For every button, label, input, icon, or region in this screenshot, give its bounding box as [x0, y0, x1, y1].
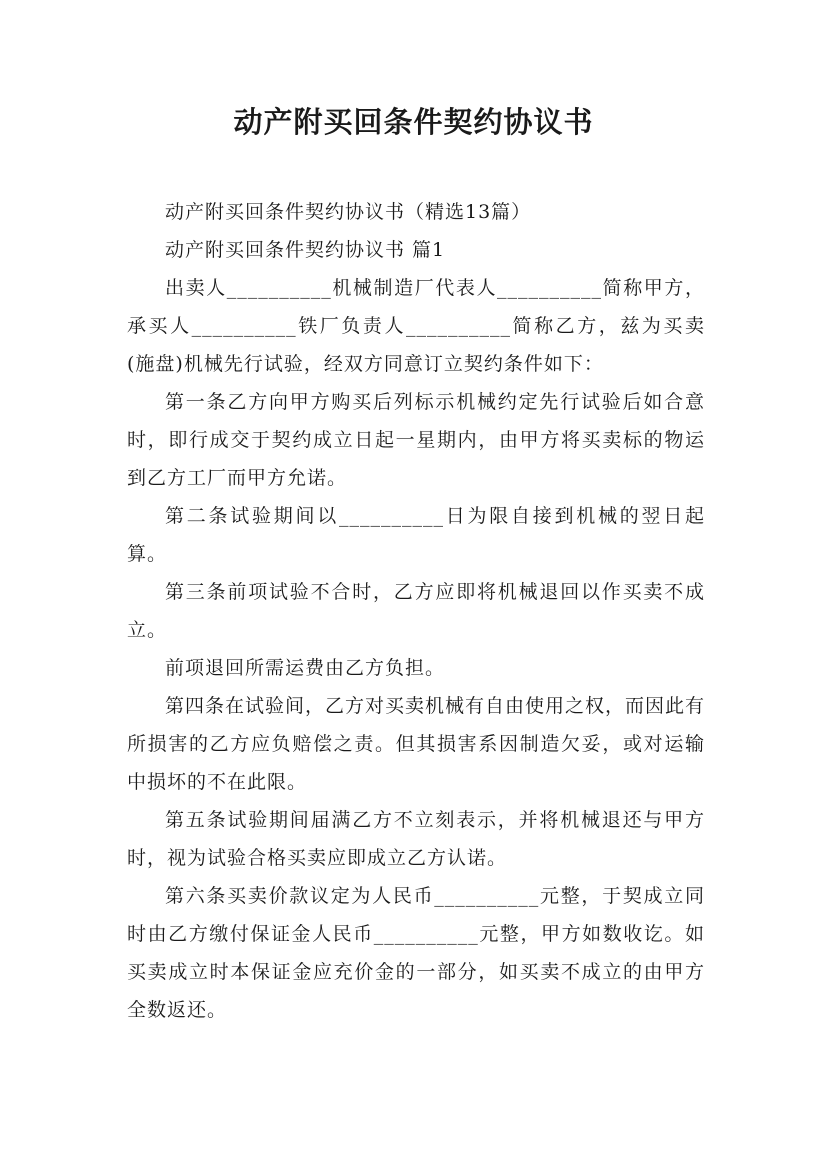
paragraph-article-2: 第二条试验期间以__________日为限自接到机械的翌日起算。 [127, 505, 705, 565]
paragraph-article-6: 第六条买卖价款议定为人民币__________元整，于契成立同时由乙方缴付保证金人民币__________元整，甲方如数收讫。如买卖成立时本保证金应充价金的一部分，如买卖不成立的由甲方全数返还。 [127, 885, 705, 1021]
paragraph-article-5: 第五条试验期间届满乙方不立刻表示，并将机械退还与甲方时，视为试验合格买卖应即成立乙方认诺。 [127, 809, 705, 869]
paragraph-section-heading: 动产附买回条件契约协议书 篇1 [165, 239, 446, 261]
paragraph-parties: 出卖人__________机械制造厂代表人__________简称甲方，承买人__________铁厂负责人__________简称乙方，兹为买卖(施盘)机械先行试验，经双方同意订立契约条件如下： [127, 277, 705, 375]
document-body [127, 193, 705, 1029]
paragraph-article-1: 第一条乙方向甲方购买后列标示机械约定先行试验后如合意时，即行成交于契约成立日起一星期内，由甲方将买卖标的物运到乙方工厂而甲方允诺。 [127, 391, 705, 489]
paragraph-article-3: 第三条前项试验不合时，乙方应即将机械退回以作买卖不成立。 [127, 581, 705, 641]
paragraph-subtitle: 动产附买回条件契约协议书（精选13篇） [165, 201, 532, 223]
paragraph-article-4: 第四条在试验间，乙方对买卖机械有自由使用之权，而因此有所损害的乙方应负赔偿之责。但其损害系因制造欠妥，或对运输中损坏的不在此限。 [127, 695, 706, 793]
document-title: 动产附买回条件契约协议书 [233, 105, 594, 139]
paragraph-freight: 前项退回所需运费由乙方负担。 [165, 657, 446, 679]
